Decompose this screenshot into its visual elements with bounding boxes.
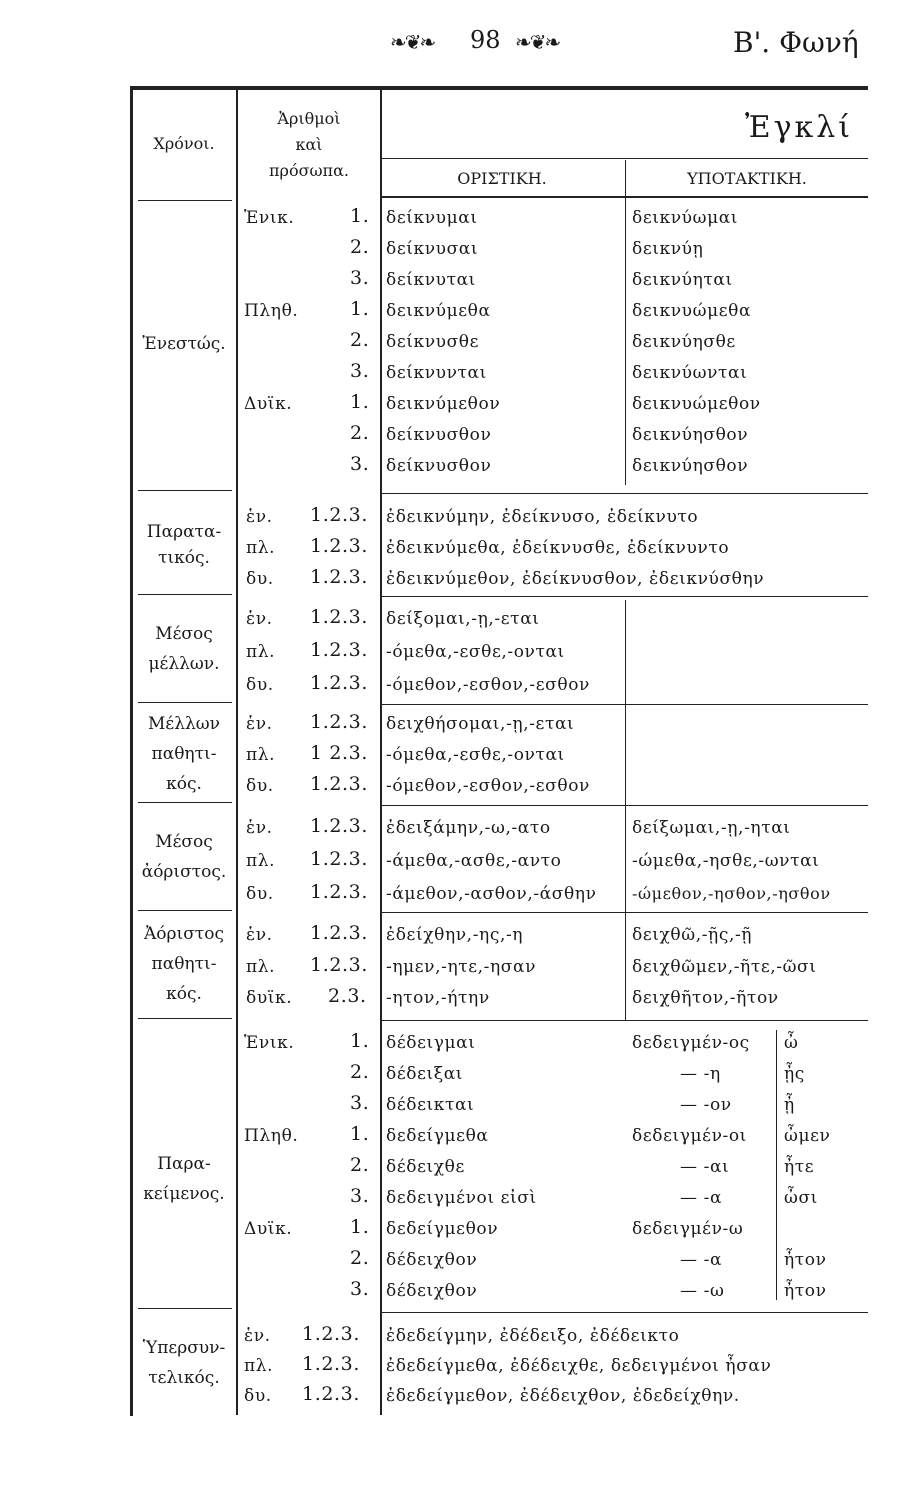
person-label: 2. <box>350 1061 370 1083</box>
subjunctive-form: δεικνυώμεθα <box>632 301 752 321</box>
number-label: ἑν. <box>246 609 273 629</box>
indicative-form: δειχθήσομαι,-ῃ,-εται <box>386 714 575 734</box>
auxiliary-form: ἦτον <box>784 1250 827 1270</box>
indicative-form: δείκνυσθε <box>386 332 480 352</box>
person-label: 1.2.3. <box>310 881 368 903</box>
ornament-right: ❧❦❧ <box>515 30 560 54</box>
subjunctive-form: δεικνύησθον <box>632 456 749 476</box>
person-label: 1.2.3. <box>310 922 368 944</box>
person-label: 2. <box>350 1247 370 1269</box>
indicative-form: -όμεθον,-εσθον,-εσθον <box>386 776 590 796</box>
indicative-form: δείκνυνται <box>386 363 487 383</box>
person-label: 3. <box>350 1278 370 1300</box>
person-label: 1. <box>350 298 370 320</box>
indicative-form: ἐδειξάμην,-ω,-ατο <box>386 818 551 838</box>
indicative-form: ἐδεικνύμεθα, ἐδείκνυσθε, ἐδείκνυντο <box>386 538 730 558</box>
page-number: 98 <box>470 26 501 54</box>
ornament-left: ❧❦❧ <box>390 30 435 54</box>
subjunctive-form: δεικνύηται <box>632 270 733 290</box>
col-persons-header-2: καὶ <box>295 135 323 154</box>
number-label: ἑν. <box>246 925 273 945</box>
number-label: ἑν. <box>246 818 273 838</box>
number-label: ἑν. <box>244 1326 271 1346</box>
indicative-form: δέδειξαι <box>386 1064 464 1084</box>
number-label: Πληθ. <box>244 301 299 321</box>
subjunctive-form: δεικνύωνται <box>632 363 748 383</box>
person-label: 2. <box>350 422 370 444</box>
number-label: δυϊκ. <box>246 988 293 1008</box>
number-label: πλ. <box>246 538 276 558</box>
col-persons-header-3: πρόσωπα. <box>269 161 349 180</box>
indicative-form: -ημεν,-ητε,-ησαν <box>386 957 537 977</box>
col-tenses-header: Χρόνοι. <box>153 134 215 153</box>
indicative-form: δέδειχθε <box>386 1157 465 1177</box>
person-label: 1.2.3. <box>310 848 368 870</box>
number-label: Πληθ. <box>244 1126 299 1146</box>
subjunctive-form: δείξωμαι,-ῃ,-ηται <box>632 818 791 838</box>
auxiliary-form: ὦσι <box>784 1188 818 1208</box>
number-label: δυ. <box>246 569 274 589</box>
auxiliary-form: ᾖς <box>784 1064 805 1084</box>
indicative-form: ἐδεικνύμην, ἐδείκνυσο, ἐδείκνυτο <box>386 507 699 527</box>
person-label: 1.2.3. <box>302 1383 360 1405</box>
tense-aorist-middle-line2: ἀόριστος. <box>141 862 227 882</box>
number-label: δυ. <box>246 776 274 796</box>
person-label: 1.2.3. <box>310 711 368 733</box>
subjunctive-form: δεικνυώμεθον <box>632 394 761 414</box>
tense-imperfect-line2: τικός. <box>158 548 210 568</box>
person-label: 1.2.3. <box>302 1353 360 1375</box>
indicative-form: ἐδεδείγμεθον, ἐδέδειχθον, ἐδεδείχθην. <box>386 1386 740 1406</box>
number-label: δυ. <box>246 675 274 695</box>
tense-aorist-passive-line3: κός. <box>166 984 202 1004</box>
indicative-form: δεικνύμεθα <box>386 301 491 321</box>
indicative-form: -όμεθα,-εσθε,-ονται <box>386 745 565 765</box>
auxiliary-form: ὦμεν <box>784 1126 831 1146</box>
person-label: 3. <box>350 453 370 475</box>
tense-future-passive-line2: παθητι- <box>151 744 217 764</box>
number-label: Δυϊκ. <box>244 394 293 414</box>
number-label: δυ. <box>246 884 274 904</box>
person-label: 1.2.3. <box>310 672 368 694</box>
person-label: 1. <box>350 1216 370 1238</box>
number-label: δυ. <box>244 1386 272 1406</box>
number-label: Ἑνικ. <box>244 208 295 228</box>
subjunctive-form: δεδειγμέν-ος <box>632 1033 750 1053</box>
person-label: 2.3. <box>328 985 367 1007</box>
person-label: 1.2.3. <box>310 566 368 588</box>
number-label: Ἑνικ. <box>244 1033 295 1053</box>
subjunctive-form: δεικνύησθε <box>632 332 736 352</box>
person-label: 1. <box>350 1030 370 1052</box>
subjunctive-form: δεικνύησθον <box>632 425 749 445</box>
person-label: 1.2.3. <box>310 639 368 661</box>
person-label: 3. <box>350 1092 370 1114</box>
running-title: Β'. Φωνή <box>733 26 859 59</box>
person-label: 3. <box>350 267 370 289</box>
subjunctive-form: — -αι <box>680 1157 730 1177</box>
tense-aorist-middle-line1: Μέσος <box>155 832 213 852</box>
indicative-form: ἐδεδείγμεθα, ἐδέδειχθε, δεδειγμένοι ἦσαν <box>386 1356 772 1376</box>
subjunctive-form: δειχθῶμεν,-ῆτε,-ῶσι <box>632 957 817 977</box>
indicative-form: δείκνυσθον <box>386 456 492 476</box>
person-label: 1.2.3. <box>310 815 368 837</box>
indicative-form: δεδείγμεθον <box>386 1219 499 1239</box>
person-label: 1 2.3. <box>310 742 368 764</box>
indicative-form: δείξομαι,-ῃ,-εται <box>386 609 540 629</box>
person-label: 1.2.3. <box>310 504 368 526</box>
indicative-form: ἐδείχθην,-ης,-η <box>386 925 524 945</box>
tense-aorist-passive-line1: Ἀόριστος <box>144 924 224 944</box>
indicative-form: δείκνυσθον <box>386 425 492 445</box>
indicative-form: -όμεθον,-εσθον,-εσθον <box>386 675 590 695</box>
indicative-form: δείκνυται <box>386 270 476 290</box>
subjunctive-form: — -α <box>680 1250 723 1270</box>
auxiliary-form: ὦ <box>784 1033 799 1053</box>
subjunctive-form: δειχθῆτον,-ῆτον <box>632 988 779 1008</box>
indicative-form: δέδειγμαι <box>386 1033 476 1053</box>
number-label: πλ. <box>246 851 276 871</box>
tense-future-middle-line2: μέλλων. <box>148 654 220 674</box>
indicative-form: -όμεθα,-εσθε,-ονται <box>386 642 565 662</box>
indicative-form: δέδεικται <box>386 1095 475 1115</box>
person-label: 1. <box>350 391 370 413</box>
person-label: 1.2.3. <box>310 954 368 976</box>
indicative-form: δέδειχθον <box>386 1281 478 1301</box>
tense-perfect-line2: κείμενος. <box>143 1184 225 1204</box>
col-subjunctive-header: ΥΠΟΤΑΚΤΙΚΗ. <box>687 169 807 188</box>
person-label: 2. <box>350 236 370 258</box>
number-label: πλ. <box>246 745 276 765</box>
number-label: ἑν. <box>246 714 273 734</box>
number-label: πλ. <box>244 1356 274 1376</box>
indicative-form: δεικνύμεθον <box>386 394 501 414</box>
col-indicative-header: ΟΡΙΣΤΙΚΗ. <box>457 169 547 188</box>
indicative-form: δεδείγμεθα <box>386 1126 489 1146</box>
indicative-form: ἐδεδείγμην, ἐδέδειξο, ἐδέδεικτο <box>386 1326 680 1346</box>
tense-future-passive-line1: Μέλλων <box>148 714 220 734</box>
subjunctive-form: δεδειγμέν-οι <box>632 1126 747 1146</box>
person-label: 1. <box>350 1123 370 1145</box>
indicative-form: δείκνυσαι <box>386 239 479 259</box>
subjunctive-form: — -ω <box>680 1281 725 1301</box>
person-label: 1.2.3. <box>302 1323 360 1345</box>
indicative-form: δεδειγμένοι εἰσὶ <box>386 1188 537 1208</box>
indicative-form: -άμεθον,-ασθον,-άσθην <box>386 884 597 904</box>
indicative-form: -άμεθα,-ασθε,-αντο <box>386 851 562 871</box>
person-label: 1.2.3. <box>310 606 368 628</box>
subjunctive-form: — -α <box>680 1188 723 1208</box>
subjunctive-form: δεικνύωμαι <box>632 208 739 228</box>
person-label: 1. <box>350 205 370 227</box>
indicative-form: δέδειχθον <box>386 1250 478 1270</box>
subjunctive-form: -ώμεθα,-ησθε,-ωνται <box>632 851 820 871</box>
number-label: Δυϊκ. <box>244 1219 293 1239</box>
subjunctive-form: δειχθῶ,-ῇς,-ῇ <box>632 925 753 945</box>
number-label: ἑν. <box>246 507 273 527</box>
mood-group-header: Ἐγκλί <box>745 110 854 145</box>
tense-aorist-passive-line2: παθητι- <box>151 954 217 974</box>
number-label: πλ. <box>246 957 276 977</box>
person-label: 2. <box>350 329 370 351</box>
auxiliary-form: ᾖ <box>784 1095 795 1115</box>
number-label: πλ. <box>246 642 276 662</box>
auxiliary-form: ἦτον <box>784 1281 827 1301</box>
subjunctive-form: δεδειγμέν-ω <box>632 1219 744 1239</box>
person-label: 3. <box>350 1185 370 1207</box>
subjunctive-form: — -ον <box>680 1095 732 1115</box>
tense-future-passive-line3: κός. <box>166 774 202 794</box>
tense-future-middle-line1: Μέσος <box>155 624 213 644</box>
col-persons-header-1: Ἀριθμοὶ <box>277 109 341 128</box>
person-label: 1.2.3. <box>310 535 368 557</box>
tense-pluperfect-line1: Ὑπερσυν- <box>142 1338 226 1358</box>
subjunctive-form: δεικνύῃ <box>632 239 704 259</box>
indicative-form: ἐδεικνύμεθον, ἐδείκνυσθον, ἐδεικνύσθην <box>386 569 765 589</box>
tense-present: Ἐνεστώς. <box>142 334 226 354</box>
auxiliary-form: ἦτε <box>784 1157 815 1177</box>
tense-pluperfect-line2: τελικός. <box>148 1368 220 1388</box>
person-label: 3. <box>350 360 370 382</box>
person-label: 1.2.3. <box>310 773 368 795</box>
indicative-form: δείκνυμαι <box>386 208 478 228</box>
indicative-form: -ητον,-ήτην <box>386 988 490 1008</box>
tense-perfect-line1: Παρα- <box>157 1154 211 1174</box>
person-label: 2. <box>350 1154 370 1176</box>
subjunctive-form: — -η <box>680 1064 721 1084</box>
subjunctive-form: -ώμεθον,-ησθον,-ησθον <box>632 884 831 903</box>
aux-separator <box>776 1030 777 1300</box>
tense-imperfect-line1: Παρατα- <box>146 522 222 542</box>
